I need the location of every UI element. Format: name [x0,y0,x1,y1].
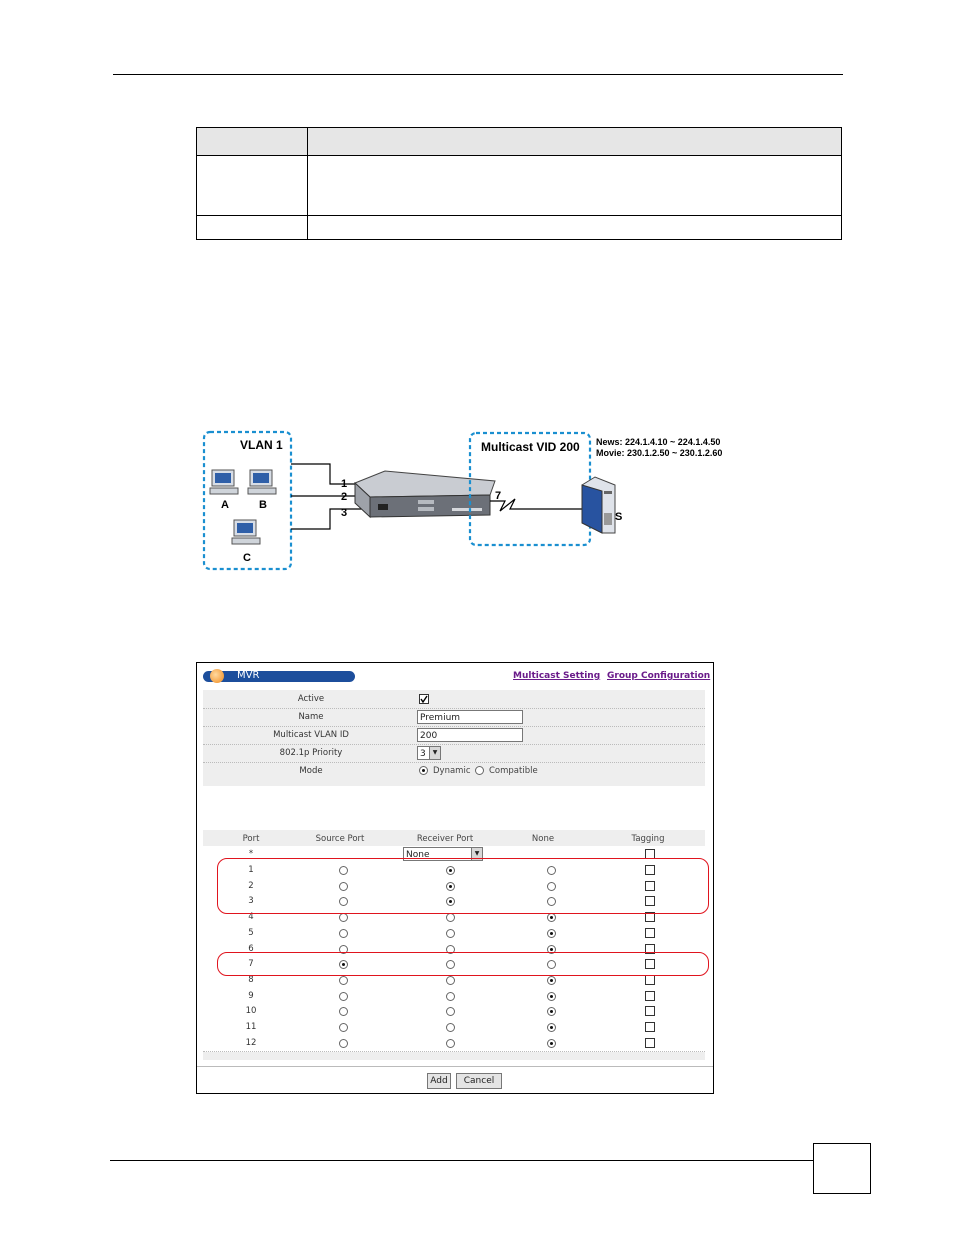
server-icon [582,477,615,533]
all-receiver-value: None [406,850,430,860]
name-input[interactable]: Premium [417,710,523,724]
port-source-radio[interactable] [339,929,348,938]
port2-label: 2 [341,491,348,503]
port-source-radio[interactable] [339,913,348,922]
port-number: 4 [248,912,254,923]
cable-port1 [291,464,365,484]
col-source-header: Source Port [315,834,365,844]
col-port-header: Port [242,834,260,844]
priority-value: 3 [420,749,426,759]
vlan-id-label: Multicast VLAN ID [273,730,349,740]
port-tagging-checkbox[interactable] [645,1006,655,1016]
multicast-setting-link[interactable]: Multicast Setting [513,671,601,681]
host-c-label: C [243,552,251,564]
mvr-title: MVR [237,670,260,681]
button-divider [197,1066,713,1067]
table-cell [308,216,842,240]
mode-row [203,762,705,780]
all-ports-label: * [248,849,254,859]
port-number: 11 [245,1022,257,1032]
port-receiver-radio[interactable] [446,1023,455,1032]
cable-port7 [490,499,582,511]
port-none-radio[interactable] [547,913,556,922]
port-row [203,1019,705,1036]
mvr-settings-panel [203,690,705,786]
name-label: Name [298,712,324,722]
vlan1-boundary [204,432,291,569]
multicast-vid-label: Multicast VID 200 [481,440,580,454]
vlan1-label: VLAN 1 [240,438,283,452]
table-cell [308,156,842,216]
port-number: 9 [248,990,254,1001]
port-number: 6 [248,943,254,954]
col-tagging-header: Tagging [631,834,665,844]
description-table [196,127,842,240]
vlan-id-row [203,726,705,745]
dropdown-arrow-icon: ▼ [471,848,482,860]
port-number: 1 [248,865,254,875]
port-tagging-checkbox[interactable] [645,1022,655,1032]
table-header-cell-2 [308,128,842,156]
movie-range-label: Movie: 230.1.2.50 ~ 230.1.2.60 [596,448,723,458]
mode-label: Mode [299,766,323,776]
active-label: Active [297,694,325,704]
port-row [203,1035,705,1052]
cancel-button[interactable]: Cancel [456,1073,502,1089]
port-none-radio[interactable] [547,1023,556,1032]
priority-row [203,744,705,763]
port-tagging-checkbox[interactable] [645,975,655,985]
priority-select[interactable] [417,746,441,760]
port3-label: 3 [341,507,348,519]
news-range-label: News: 224.1.4.10 ~ 224.1.4.50 [596,437,721,447]
port-number: 2 [248,880,254,891]
add-button[interactable]: Add [427,1073,451,1089]
mvr-network-diagram [190,425,735,575]
port-none-radio[interactable] [547,992,556,1001]
port-tagging-checkbox[interactable] [645,928,655,938]
status-orb-icon [210,669,224,683]
dropdown-arrow-icon: ▼ [429,747,440,759]
mode-compatible-radio[interactable] [475,766,484,775]
mode-dynamic-radio[interactable] [419,766,428,775]
port-row [203,988,705,1005]
computer-c-icon [232,520,260,544]
port-source-radio[interactable] [339,976,348,985]
group-configuration-link[interactable]: Group Configuration [607,671,711,681]
mode-dynamic-label: Dynamic [433,766,471,776]
host-b-label: B [259,499,267,511]
port-receiver-radio[interactable] [446,913,455,922]
port-receiver-radio[interactable] [446,976,455,985]
host-a-label: A [221,499,229,511]
port-number: 10 [245,1006,257,1017]
computer-b-icon [248,470,276,494]
active-checkbox[interactable] [419,694,429,704]
port-number: 5 [248,927,254,938]
port-receiver-radio[interactable] [446,992,455,1001]
table-cell [197,156,308,216]
server-label: S [615,511,623,523]
table-cell [197,216,308,240]
mvr-config-screen [196,662,714,1094]
active-row [203,690,705,709]
table-row [197,156,842,216]
table-header-cell-1 [197,128,308,156]
port7-label: 7 [495,490,502,502]
port1-label: 1 [341,478,348,490]
name-row [203,708,705,727]
footer-rule [110,1160,813,1161]
vlan-id-input[interactable]: 200 [417,728,523,742]
switch-icon [355,471,495,517]
header-rule [113,74,843,75]
source-port-highlight [217,952,709,976]
checkmark-icon [420,695,428,703]
port-source-radio[interactable] [339,992,348,1001]
port-tagging-checkbox[interactable] [645,1038,655,1048]
table-row [197,216,842,240]
col-none-header: None [531,834,555,844]
port-number: 7 [248,959,254,970]
port-tagging-checkbox[interactable] [645,991,655,1001]
port-none-radio[interactable] [547,929,556,938]
port-receiver-radio[interactable] [446,1007,455,1016]
port-source-radio[interactable] [339,1039,348,1048]
mvr-title-bar [203,671,355,682]
port-receiver-radio[interactable] [446,929,455,938]
port-source-radio[interactable] [339,1023,348,1032]
port-number: 3 [248,896,254,907]
port-source-radio[interactable] [339,1007,348,1016]
receiver-ports-highlight [217,858,709,914]
mode-compatible-label: Compatible [489,766,538,776]
port-none-radio[interactable] [547,976,556,985]
computer-a-icon [210,470,238,494]
cable-port3 [291,509,365,529]
port-row [203,1003,705,1020]
port-none-radio[interactable] [547,1039,556,1048]
port-number: 8 [248,974,254,985]
page-number-box [813,1143,871,1194]
port-row [203,925,705,942]
table-header-row [197,128,842,156]
port-none-radio[interactable] [547,1007,556,1016]
col-receiver-header: Receiver Port [416,834,474,844]
port-receiver-radio[interactable] [446,1039,455,1048]
priority-label: 802.1p Priority [279,748,343,758]
port-number: 12 [245,1037,257,1048]
